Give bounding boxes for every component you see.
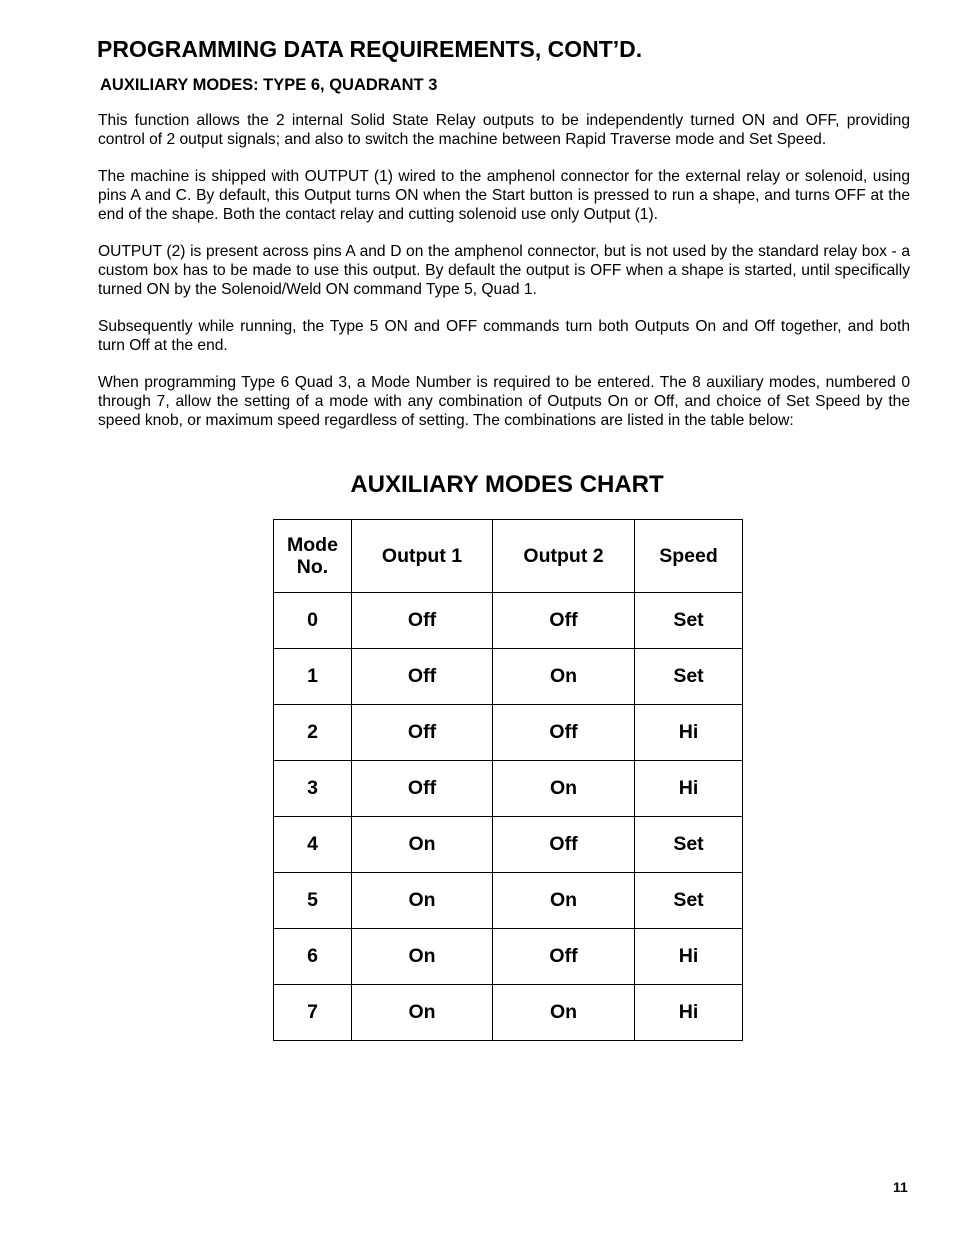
cell-mode: 4: [274, 817, 352, 873]
chart-title: AUXILIARY MODES CHART: [350, 471, 664, 498]
cell-mode: 1: [274, 649, 352, 705]
cell-speed: Hi: [635, 761, 743, 817]
table-row: [274, 761, 743, 817]
header-mode-no: [274, 520, 352, 593]
cell-output-2: Off: [493, 593, 635, 649]
section-title: AUXILIARY MODES: TYPE 6, QUADRANT 3: [100, 76, 438, 94]
table-row: [274, 985, 743, 1041]
table-row: [274, 593, 743, 649]
header-speed: Speed: [635, 520, 743, 593]
cell-output-2: Off: [493, 929, 635, 985]
cell-speed: Set: [635, 593, 743, 649]
table-row: [274, 873, 743, 929]
paragraph-intro: This function allows the 2 internal Solid State Relay outputs to be independently turned ON and OFF, providing control of 2 output signals; and also to switch the machine between Rapid Traverse mode and Set Speed.: [98, 112, 910, 148]
cell-speed: Hi: [635, 705, 743, 761]
header-output-1: Output 1: [352, 520, 493, 593]
cell-mode: 5: [274, 873, 352, 929]
cell-output-2: On: [493, 985, 635, 1041]
cell-output-1: On: [352, 873, 493, 929]
cell-mode: 2: [274, 705, 352, 761]
cell-output-1: Off: [352, 593, 493, 649]
header-mode-no-line-1: Mode: [287, 534, 338, 556]
header-output-2: Output 2: [493, 520, 635, 593]
table-header-row: [274, 520, 743, 593]
page-title: PROGRAMMING DATA REQUIREMENTS, CONT’D.: [97, 36, 643, 62]
paragraph-output-1: The machine is shipped with OUTPUT (1) wired to the amphenol connector for the external relay or solenoid, using pins A and C. By default, this Output turns ON when the Start button is pressed to run a shape, and turns OFF at the end of the shape. Both the contact relay and cutting solenoid use only Output (1).: [98, 168, 910, 223]
cell-output-2: On: [493, 761, 635, 817]
cell-speed: Set: [635, 817, 743, 873]
table-row: [274, 649, 743, 705]
cell-output-1: On: [352, 817, 493, 873]
cell-output-1: On: [352, 985, 493, 1041]
cell-mode: 3: [274, 761, 352, 817]
table-row: [274, 929, 743, 985]
cell-mode: 6: [274, 929, 352, 985]
auxiliary-modes-table: [273, 519, 743, 1041]
page-number: 11: [893, 1179, 908, 1195]
cell-speed: Hi: [635, 929, 743, 985]
cell-output-2: On: [493, 873, 635, 929]
cell-speed: Set: [635, 873, 743, 929]
cell-output-1: Off: [352, 649, 493, 705]
cell-output-1: Off: [352, 761, 493, 817]
cell-mode: 7: [274, 985, 352, 1041]
cell-mode: 0: [274, 593, 352, 649]
paragraph-output-2: OUTPUT (2) is present across pins A and D on the amphenol connector, but is not used by the standard relay box - a custom box has to be made to use this output. By default the output is OFF when a shape is started, until specifically turned ON by the Solenoid/Weld ON command Type 5, Quad 1.: [98, 243, 910, 298]
cell-speed: Hi: [635, 985, 743, 1041]
table-body: [274, 593, 743, 1041]
cell-speed: Set: [635, 649, 743, 705]
table-row: [274, 705, 743, 761]
paragraph-type-5: Subsequently while running, the Type 5 ON and OFF commands turn both Outputs On and Off together, and both turn Off at the end.: [98, 318, 910, 354]
cell-output-1: Off: [352, 705, 493, 761]
cell-output-2: On: [493, 649, 635, 705]
table-row: [274, 817, 743, 873]
paragraph-mode-number: When programming Type 6 Quad 3, a Mode Number is required to be entered. The 8 auxiliary modes, numbered 0 through 7, allow the setting of a mode with any combination of Outputs On or Off, and choice of Set Speed by the speed knob, or maximum speed regardless of setting. The combinations are listed in the table below:: [98, 374, 910, 429]
cell-output-1: On: [352, 929, 493, 985]
cell-output-2: Off: [493, 705, 635, 761]
cell-output-2: Off: [493, 817, 635, 873]
header-mode-no-line-2: No.: [296, 556, 329, 578]
